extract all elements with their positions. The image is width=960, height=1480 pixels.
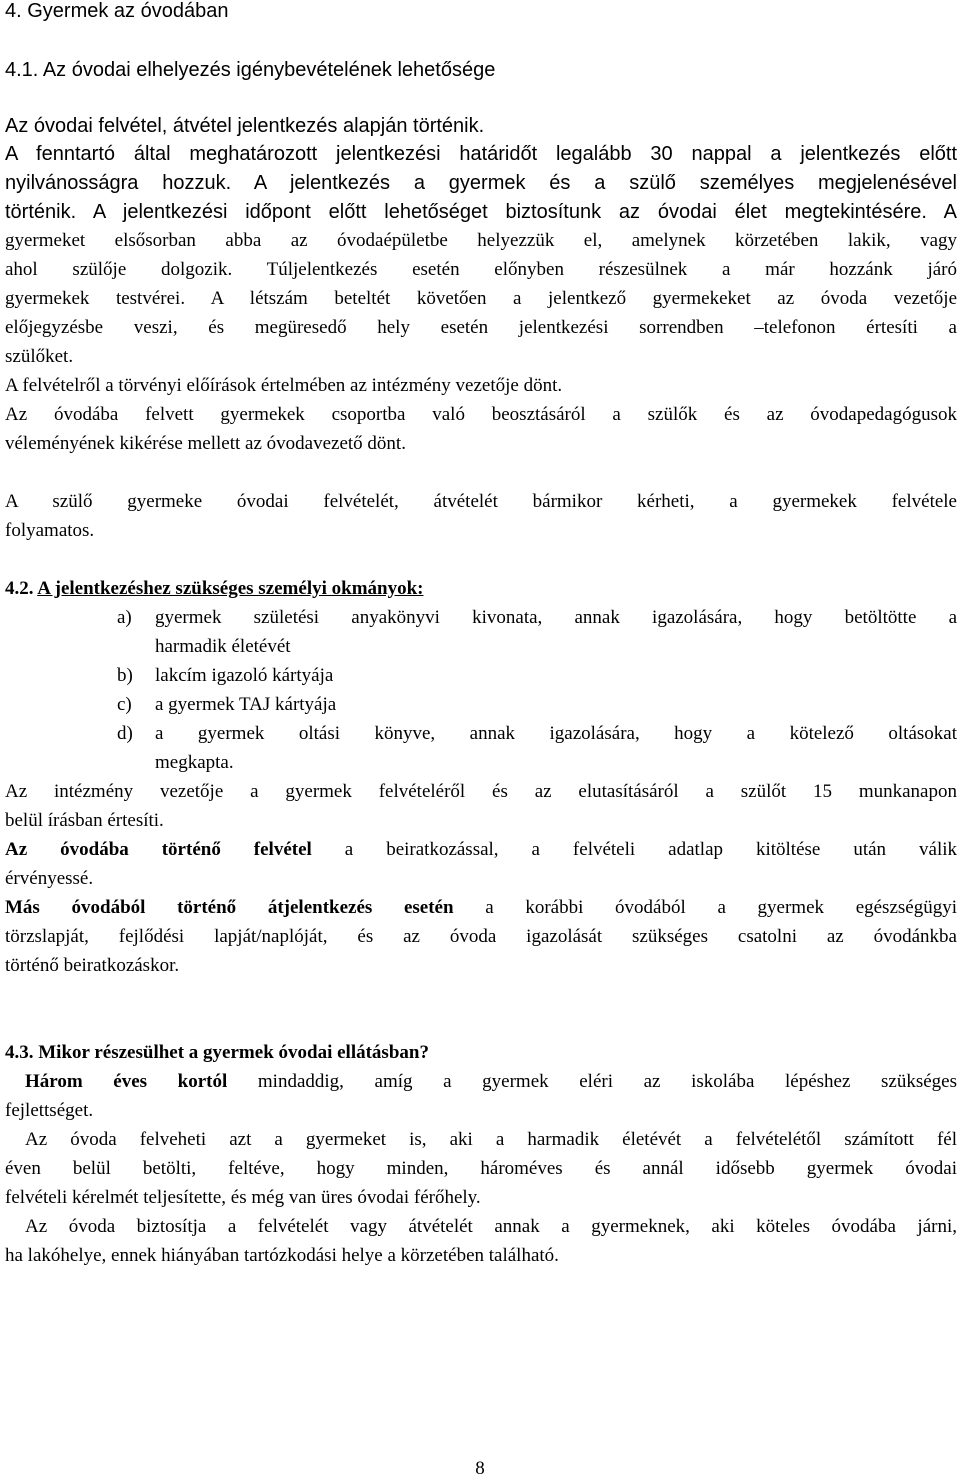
paragraph-line [25,1071,957,1093]
paragraph-line: fejlettséget. [5,1100,94,1121]
paragraph-line: gyermeket elsősorban abba az óvodaépületbe helyezzük el, amelynek körzetében lakik, vagy [5,230,957,251]
paragraph-line: Az intézmény vezetője a gyermek felvételéről és az elutasításáról a szülőt 15 munkanapon [5,781,957,802]
paragraph-line: gyermekek testvérei. A létszám beteltét követően a jelentkező gyermekeket az óvoda vezetője [5,288,957,309]
paragraph-line: véleményének kikérése mellett az óvodavezető dönt. [5,433,406,454]
paragraph-line: történik. A jelentkezési időpont előtt lehetőséget biztosítunk az óvodai élet megtekintésére. A [5,201,957,223]
paragraph-line: A szülő gyermeke óvodai felvételét, átvételét bármikor kérheti, a gyermekek felvétele [5,491,957,512]
list-item: a gyermek TAJ kártyája [155,694,337,715]
list-item: lakcím igazoló kártyája [155,665,334,686]
list-label: c) [117,694,132,715]
list-item-continuation: megkapta. [155,752,234,773]
paragraph-line: érvényessé. [5,868,94,889]
paragraph-line: szülőket. [5,346,74,367]
paragraph-line: belül írásban értesíti. [5,810,164,831]
paragraph-line: A felvételről a törvényi előírások értelmében az intézmény vezetője dönt. [5,375,563,396]
section-title: A jelentkezéshez szükséges személyi okmányok: [37,578,424,599]
paragraph-text: mindaddig, amíg a gyermek eléri az iskolába lépéshez szükséges [227,1071,957,1092]
chapter-heading: 4. Gyermek az óvodában [5,0,229,22]
list-label: b) [117,665,133,686]
paragraph-line: Az óvodába felvett gyermekek csoportba való beosztásáról a szülők és az óvodapedagógusok [5,404,957,425]
paragraph-line: előjegyzésbe veszi, és megüresedő hely esetén jelentkezési sorrendben –telefonon értesíti a [5,317,957,338]
paragraph-line: törzslapját, fejlődési lapját/naplóját, és az óvoda igazolását szükséges csatolni az óvodánkba [5,926,957,947]
section-number: 4.2. [5,578,34,599]
page-number: 8 [475,1458,485,1479]
paragraph-line [5,839,957,861]
paragraph-line: nyilvánosságra hozzuk. A jelentkezés a gyermek és a szülő személyes megjelenésével [5,172,957,194]
emphasis: Az óvodába történő felvétel [5,839,312,860]
emphasis: Három éves kortól [25,1071,228,1092]
paragraph-line: felvételi kérelmét teljesítette, és még van üres óvodai férőhely. [5,1187,481,1208]
list-item: gyermek születési anyakönyvi kivonata, annak igazolására, hogy betöltötte a [155,607,957,628]
emphasis: Más óvodából történő átjelentkezés esetén [5,897,454,918]
paragraph-line: ahol szülője dolgozik. Túljelentkezés esetén előnyben részesülnek a már hozzánk járó [5,259,957,280]
list-item-continuation: harmadik életévét [155,636,291,657]
list-item: a gyermek oltási könyve, annak igazolására, hogy a kötelező oltásokat [155,723,957,744]
paragraph-line: folyamatos. [5,520,95,541]
paragraph-line: A fenntartó által meghatározott jelentkezési határidőt legalább 30 nappal a jelentkezés előtt [5,143,957,165]
section-4-1-lead: Az óvodai felvétel, átvétel jelentkezés alapján történik. [5,115,485,137]
paragraph-text: a beiratkozással, a felvételi adatlap kitöltése után válik [311,839,957,860]
section-4-1-heading: 4.1. Az óvodai elhelyezés igénybevételének lehetősége [5,59,496,81]
paragraph-line: ha lakóhelye, ennek hiányában tartózkodási helye a körzetében található. [5,1245,559,1266]
paragraph-line: történő beiratkozáskor. [5,955,180,976]
paragraph-line [5,897,957,919]
paragraph-line: Az óvoda biztosítja a felvételét vagy átvételét annak a gyermeknek, aki köteles óvodába járni, [25,1216,957,1237]
list-label: d) [117,723,133,744]
paragraph-text: a korábbi óvodából a gyermek egészségügyi [453,897,957,918]
paragraph-line: éven belül betölti, feltéve, hogy minden, hároméves és annál idősebb gyermek óvodai [5,1158,957,1179]
list-label: a) [117,607,132,628]
paragraph-line: Az óvoda felveheti azt a gyermeket is, aki a harmadik életévét a felvételétől számított fél [25,1129,957,1150]
section-4-2-heading [5,578,957,600]
section-4-3-heading: 4.3. Mikor részesülhet a gyermek óvodai ellátásban? [5,1042,429,1063]
